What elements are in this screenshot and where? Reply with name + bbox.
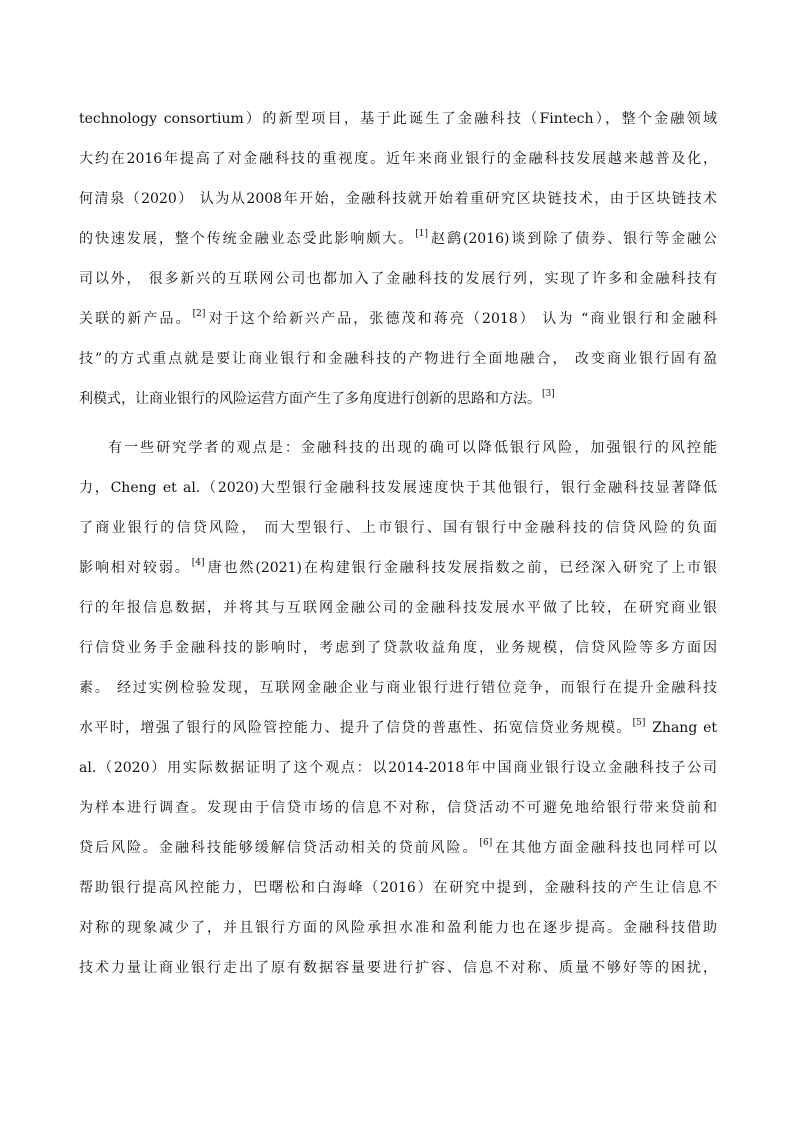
text-line — [79, 384, 717, 414]
text-segment: 赵鹞(2016)谈到除了债券、银行等金融公 — [429, 231, 717, 247]
text-line: 帮助银行提高风控能力，巴曙松和白海峰（2016）在研究中提到，金融科技的产生让信息不 — [79, 880, 717, 896]
text-line: 对称的现象减少了，并且银行方面的风险承担水准和盈利能力也在逐步提高。金融科技借助 — [79, 920, 717, 936]
text-line: 大约在2016年提高了对金融科技的重视度。近年来商业银行的金融科技发展越来越普及化， — [79, 151, 717, 167]
citation-marker: [3] — [542, 389, 555, 399]
text-line: 司以外， 很多新兴的互联网公司也都加入了金融科技的发展行列，实现了许多和金融科技有 — [79, 271, 717, 287]
text-segment: 唐也然(2021)在构建银行金融科技发展指数之前，已经深入研究了上市银 — [205, 560, 718, 576]
text-line: 技术力量让商业银行走出了原有数据容量要进行扩容、信息不对称、质量不够好等的困扰， — [79, 960, 717, 976]
text-segment: 关联的新产品。 — [79, 311, 192, 327]
text-line — [79, 833, 717, 863]
text-segment: 的快速发展，整个传统金融业态受此影响颇大。 — [79, 231, 415, 247]
text-segment: 水平时，增强了银行的风险管控能力、提升了信贷的普惠性、拓宽信贷业务规模。 — [79, 720, 632, 736]
text-line — [79, 224, 717, 254]
text-segment: 在其他方面金融科技也同样可以 — [493, 840, 718, 856]
text-line: 了商业银行的信贷风险， 而大型银行、上市银行、国有银行中金融科技的信贷风险的负面 — [79, 520, 717, 536]
text-segment: 利模式，让商业银行的风险运营方面产生了多角度进行创新的思路和方法。 — [79, 391, 541, 407]
text-line — [79, 553, 717, 583]
citation-marker: [5] — [632, 718, 646, 728]
text-line: 力，Cheng et al.（2020)大型银行金融科技发展速度快于其他银行，银行金融科技显著降低 — [79, 480, 717, 496]
text-line: 何清泉（2020） 认为从2008年开始，金融科技就开始着重研究区块链技术，由于区块链技术 — [79, 191, 717, 207]
text-line: 有一些研究学者的观点是：金融科技的出现的确可以降低银行风险，加强银行的风控能 — [108, 440, 717, 456]
text-segment: 贷后风险。金融科技能够缓解信贷活动相关的贷前风险。 — [79, 840, 479, 856]
text-line: al.（2020）用实际数据证明了这个观点：以2014-2018年中国商业银行设立金融科技子公司 — [79, 760, 717, 776]
text-segment: Zhang et — [646, 720, 717, 736]
text-line: technology consortium）的新型项目，基于此诞生了金融科技（Fintech），整个金融领域 — [79, 111, 717, 127]
text-segment: 影响相对较弱。 — [79, 560, 191, 576]
text-line — [79, 304, 717, 334]
text-line: 素。 经过实例检验发现，互联网金融企业与商业银行进行错位竞争，而银行在提升金融科技 — [79, 680, 717, 696]
citation-marker: [1] — [415, 229, 429, 239]
text-line: 行的年报信息数据，并将其与互联网金融公司的金融科技发展水平做了比较，在研究商业银 — [79, 600, 717, 616]
citation-marker: [4] — [191, 558, 205, 568]
text-line: 行信贷业务手金融科技的影响时，考虑到了贷款收益角度，业务规模，信贷风险等多方面因 — [79, 640, 717, 656]
text-segment: 对于这个给新兴产品，张德茂和蒋亮（2018） 认为 “商业银行和金融科 — [206, 311, 717, 327]
text-line: 技”的方式重点就是要让商业银行和金融科技的产物进行全面地融合， 改变商业银行固有盈 — [79, 351, 717, 367]
text-line — [79, 713, 717, 743]
citation-marker: [6] — [479, 838, 493, 848]
text-line: 为样本进行调查。发现由于信贷市场的信息不对称，信贷活动不可避免地给银行带来贷前和 — [79, 800, 717, 816]
citation-marker: [2] — [192, 309, 206, 319]
